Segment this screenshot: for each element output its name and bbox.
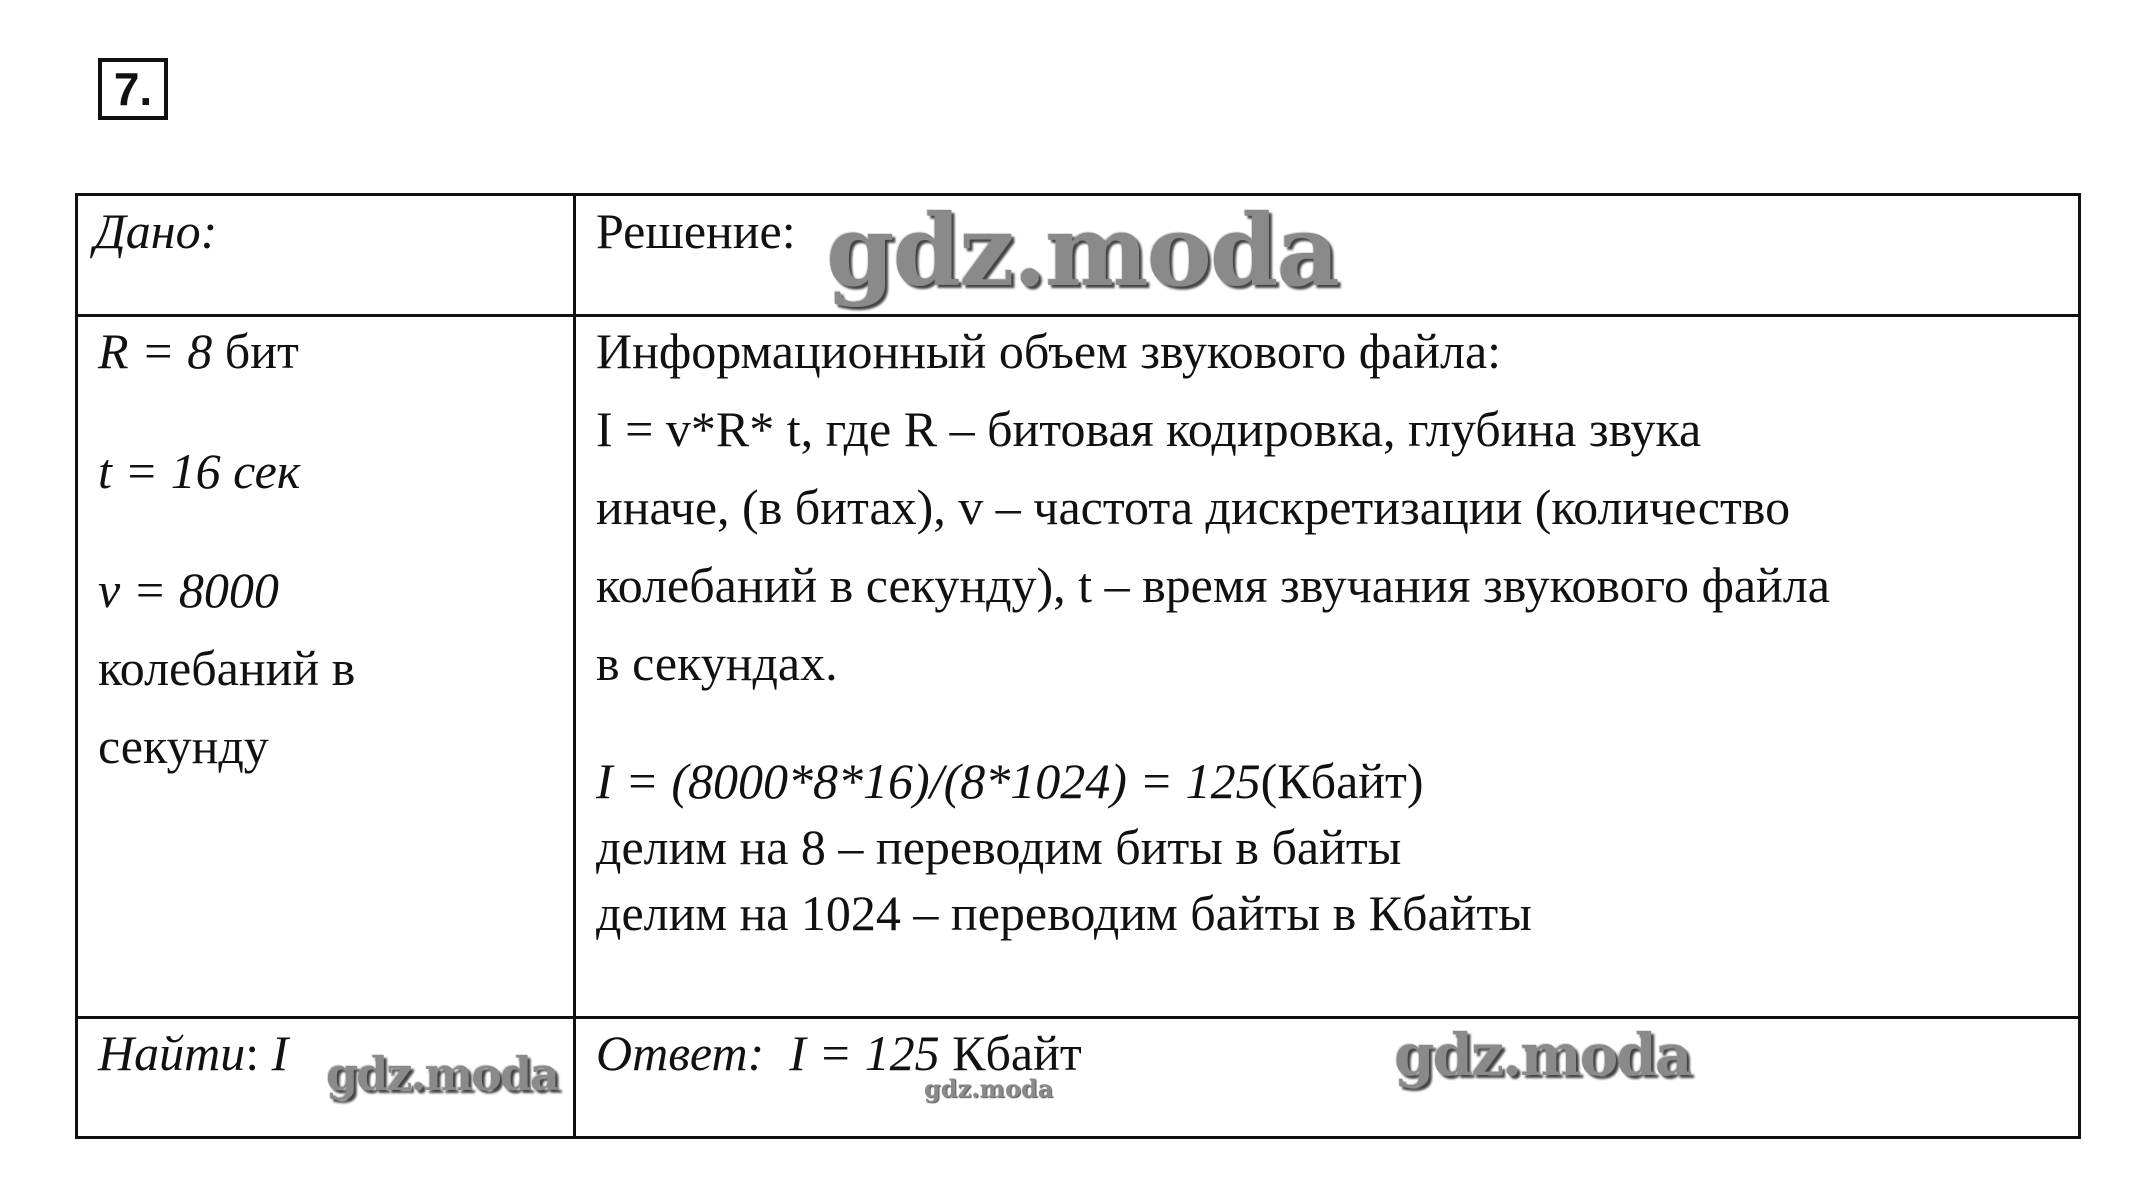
solution-note-2: делим на 1024 – переводим байты в Кбайты bbox=[596, 885, 1532, 941]
answer-value: I = 125 bbox=[789, 1025, 940, 1081]
table-border-right bbox=[2078, 193, 2081, 1139]
given-t: t = 16 сек bbox=[98, 443, 301, 499]
solution-header: Решение: bbox=[596, 203, 796, 259]
solution-line-2: I = v*R* t, где R – битовая кодировка, глубина звука bbox=[596, 401, 1702, 457]
table-column-divider bbox=[573, 193, 576, 1139]
formula-expression: I = (8000*8*16)/(8*1024) = 125 bbox=[596, 753, 1261, 809]
watermark-answer: gdz.moda bbox=[1394, 1021, 1691, 1089]
solution-line-4: колебаний в секунду), t – время звучания звукового файла bbox=[596, 557, 1830, 613]
find-label: Найти bbox=[98, 1025, 246, 1081]
given-r-value: R = 8 bbox=[98, 323, 213, 379]
given-v-unit-line2: секунду bbox=[98, 718, 269, 774]
given-header: Дано: bbox=[94, 203, 218, 259]
find-variable: I bbox=[271, 1025, 289, 1081]
answer-unit: Кбайт bbox=[939, 1025, 1082, 1081]
solution-note-1: делим на 8 – переводим биты в байты bbox=[596, 819, 1402, 875]
given-r-unit: бит bbox=[212, 323, 299, 379]
task-number: 7. bbox=[98, 58, 168, 120]
find-colon: : bbox=[245, 1025, 272, 1081]
table-border-left bbox=[75, 193, 78, 1139]
solution-line-5: в секундах. bbox=[596, 635, 838, 691]
given-v: v = 8000 bbox=[98, 562, 279, 618]
answer-label: Ответ: bbox=[596, 1025, 765, 1081]
watermark-main: gdz.moda bbox=[826, 194, 1338, 309]
watermark-tiny: gdz.moda bbox=[924, 1074, 1054, 1103]
table-border-bottom bbox=[75, 1136, 2081, 1139]
solution-line-3: иначе, (в битах), v – частота дискретизации (количество bbox=[596, 479, 1791, 535]
given-v-unit-line1: колебаний в bbox=[98, 640, 356, 696]
solution-line-1: Информационный объем звукового файла: bbox=[596, 323, 1502, 379]
find-cell bbox=[98, 1014, 288, 1092]
watermark-find: gdz.moda bbox=[326, 1047, 558, 1101]
formula-unit: (Кбайт) bbox=[1260, 753, 1424, 809]
given-r bbox=[98, 312, 299, 390]
